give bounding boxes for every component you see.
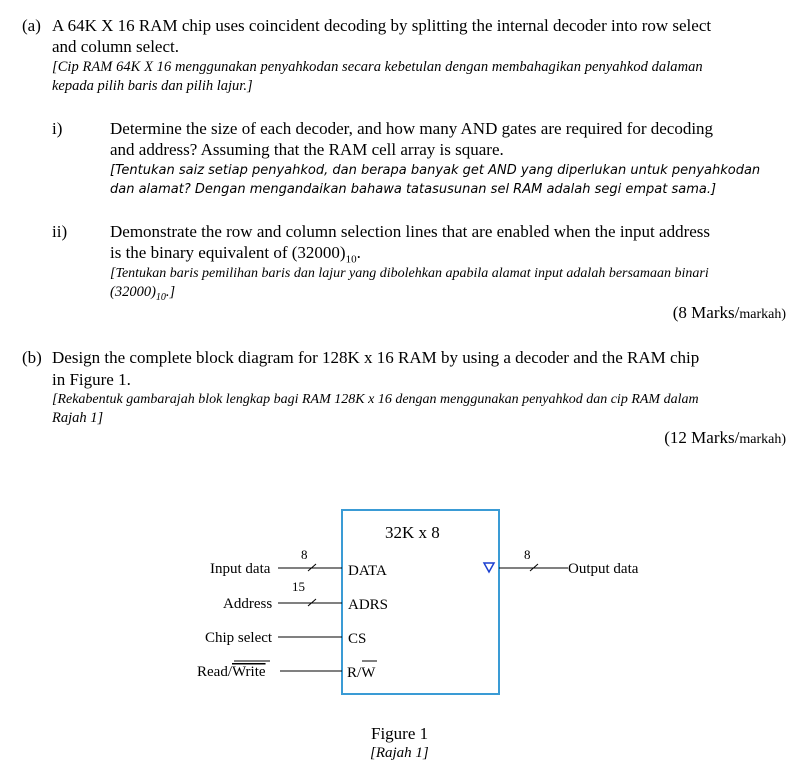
address-bus-slash xyxy=(308,599,316,606)
part-a-i-label: i) xyxy=(52,119,63,138)
part-b-line-2: in Figure 1. xyxy=(52,370,131,389)
read-write-bar-text: Write xyxy=(232,664,266,680)
malay-close: .] xyxy=(165,284,176,300)
part-a-line-1: A 64K X 16 RAM chip uses coincident decoding by splitting the internal decoder into row select xyxy=(52,16,712,35)
malay-number: (32000) xyxy=(110,284,156,300)
part-a-ii-malay-1: [Tentukan baris pemilihan baris dan lajur yang dibolehkan apabila alamat input adalah bersamaan binari xyxy=(110,266,709,281)
part-b-malay-1: [Rekabentuk gambarajah blok lengkap bagi RAM 128K x 16 dengan menggunakan penyahkod dan cip RAM dalam xyxy=(52,392,699,407)
part-a-line-2: and column select. xyxy=(52,37,179,56)
input-data-label: Input data xyxy=(210,561,271,577)
address-bus-width: 15 xyxy=(292,579,305,594)
marks-malay: markah) xyxy=(739,307,786,322)
pin-data: DATA xyxy=(348,563,387,579)
read-write-label xyxy=(197,664,266,680)
marks-label: (12 Marks/ xyxy=(664,428,740,447)
output-data-bus-width: 8 xyxy=(524,547,531,562)
input-data-bus-width: 8 xyxy=(301,547,308,562)
output-data-bus-slash xyxy=(530,564,538,571)
part-a-ii-line-1: Demonstrate the row and column selection lines that are enabled when the input address xyxy=(110,222,711,241)
part-b-marks xyxy=(664,428,786,448)
pin-rw-bar-text: W xyxy=(361,665,376,681)
output-data-label: Output data xyxy=(568,561,639,577)
part-a-malay-1: [Cip RAM 64K X 16 menggunakan penyahkodan secara kebetulan dengan membahagikan penyahkod dalaman xyxy=(52,59,703,75)
part-a-i-line-2: and address? Assuming that the RAM cell array is square. xyxy=(110,140,504,159)
part-a-i-malay-2: dan alamat? Dengan mengandaikan bahawa tatasusunan sel RAM adalah segi empat sama.] xyxy=(110,182,717,197)
marks-label: (8 Marks/ xyxy=(672,303,740,322)
figure-caption-malay: [Rajah 1] xyxy=(370,745,429,761)
part-b-line-1: Design the complete block diagram for 128K x 16 RAM by using a decoder and the RAM chip xyxy=(52,348,700,367)
pin-rw-prefix: R/ xyxy=(347,665,362,681)
malay-subscript: 10 xyxy=(155,291,166,303)
read-write-prefix: Read/ xyxy=(197,664,232,680)
chip-title: 32K x 8 xyxy=(385,523,440,542)
period: . xyxy=(356,243,361,262)
part-a-ii-line-2-text: is the binary equivalent of (32000) xyxy=(110,243,346,262)
tri-state-buffer-icon xyxy=(484,563,494,572)
pin-cs: CS xyxy=(348,631,367,647)
part-a-label: (a) xyxy=(22,16,41,35)
chip-select-label: Chip select xyxy=(205,630,273,646)
address-label: Address xyxy=(223,596,273,612)
input-data-bus-slash xyxy=(308,564,316,571)
part-a-i-malay-1: [Tentukan saiz setiap penyahkod, dan berapa banyak get AND yang diperlukan untuk penyahkodan xyxy=(110,163,761,178)
part-a-malay-2: kepada pilih baris dan pilih lajur.] xyxy=(52,78,253,94)
pin-adrs: ADRS xyxy=(348,597,389,613)
part-a-ii-malay-2 xyxy=(110,283,175,307)
figure-caption: Figure 1 xyxy=(371,724,429,743)
part-a-marks xyxy=(673,303,786,323)
pin-rw xyxy=(347,665,376,681)
part-a-ii-label: ii) xyxy=(52,222,68,241)
part-b-malay-2: Rajah 1] xyxy=(52,410,104,426)
subscript-base: 10 xyxy=(345,253,357,266)
part-a-i-line-1: Determine the size of each decoder, and how many AND gates are required for decoding xyxy=(110,119,714,138)
marks-malay: markah) xyxy=(739,432,786,447)
chip-box xyxy=(342,510,499,694)
part-b-label: (b) xyxy=(22,348,42,367)
